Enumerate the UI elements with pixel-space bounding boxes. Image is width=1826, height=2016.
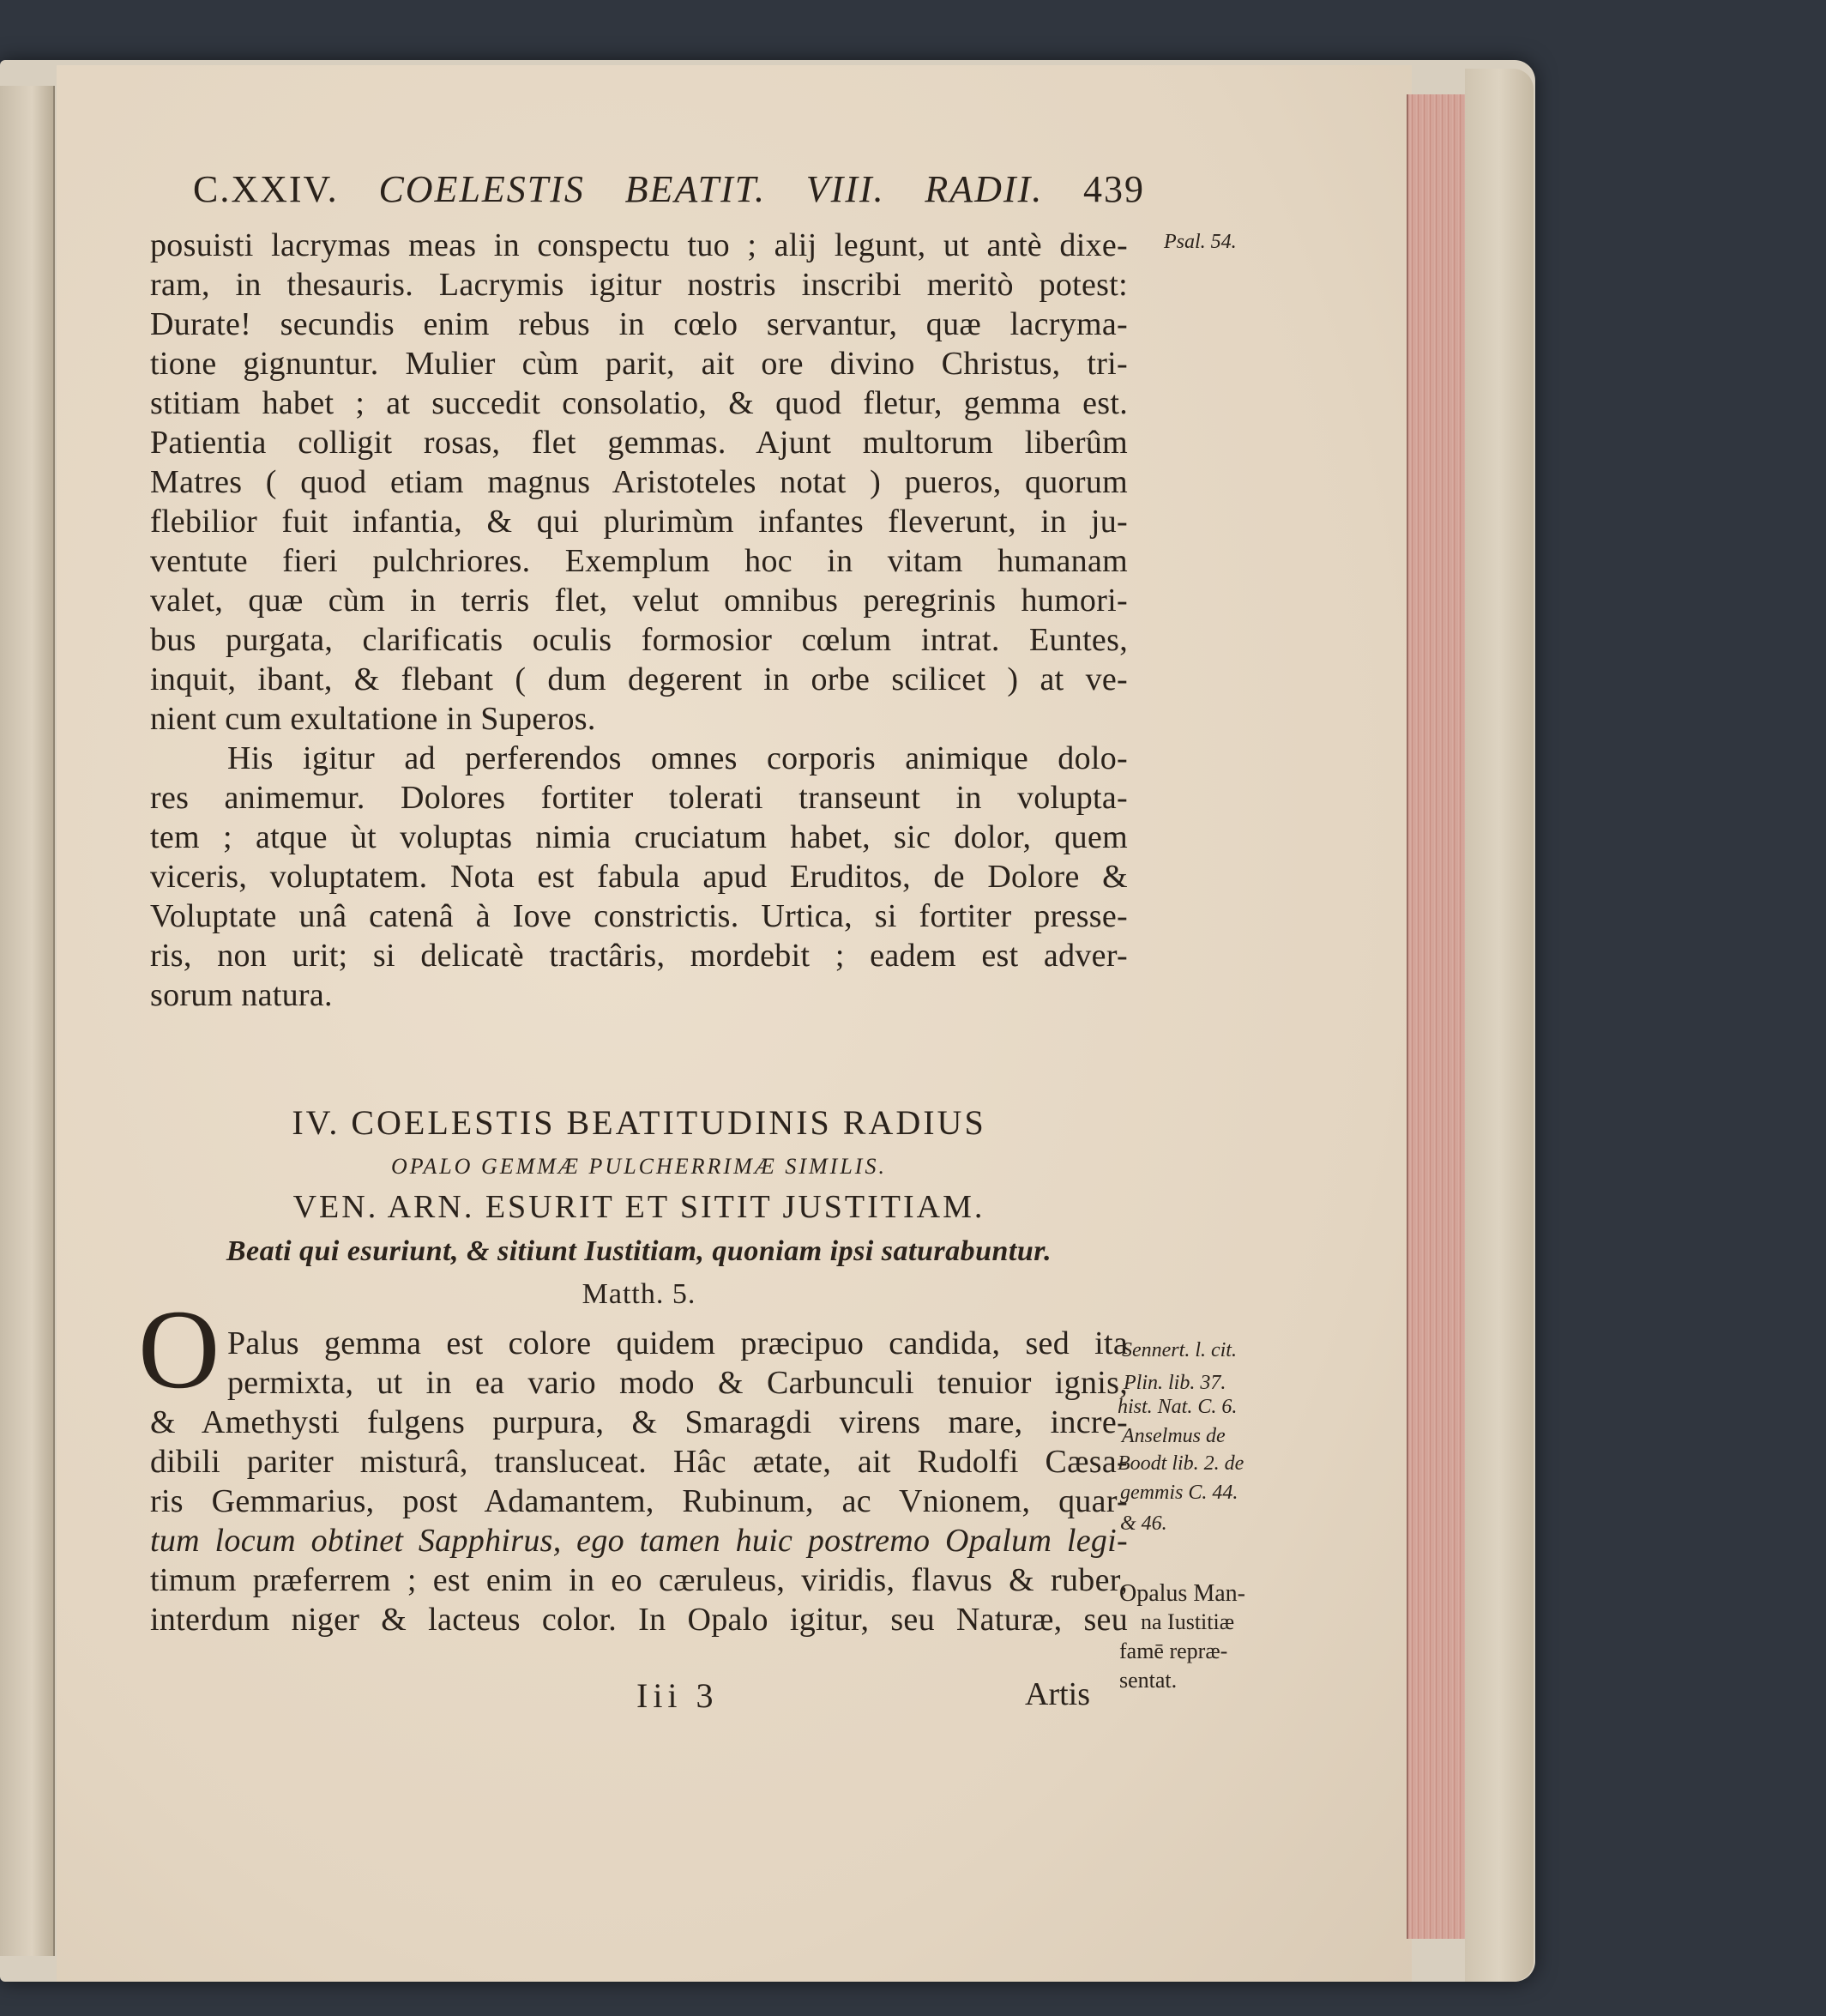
body-line: permixta, ut in ea vario modo & Carbunculi tenuior ignis, — [227, 1365, 1128, 1401]
marginal-note: na Iustitiæ — [1141, 1609, 1235, 1634]
body-line: bus purgata, clarificatis oculis formosior cœlum intrat. Euntes, — [150, 622, 1128, 658]
body-line: viceris, voluptatem. Nota est fabula apud Eruditos, de Dolore & — [150, 859, 1128, 895]
marginal-note: gemmis C. 44. — [1120, 1482, 1238, 1504]
body-line: interdum niger & lacteus color. In Opalo igitur, seu Naturæ, seu — [150, 1602, 1128, 1638]
body-line: ris, non urit; si delicatè tractâris, mordebit ; eadem est adver- — [150, 938, 1128, 974]
marginal-note: sentat. — [1119, 1668, 1178, 1693]
marginal-note: Plin. lib. 37. — [1124, 1372, 1226, 1394]
quote-reference: Matth. 5. — [582, 1278, 696, 1310]
marginal-note: hist. Nat. C. 6. — [1118, 1396, 1238, 1418]
left-page-edge — [0, 86, 55, 1956]
body-line: Voluptate unâ catenâ à Iove constrictis. Urtica, si fortiter presse- — [150, 898, 1128, 934]
body-line: posuisti lacrymas meas in conspectu tuo ; alij legunt, ut antè dixe- — [150, 227, 1128, 263]
body-line: inquit, ibant, & flebant ( dum degerent in orbe scilicet ) at ve- — [150, 661, 1128, 697]
marginal-note: Psal. 54. — [1164, 231, 1237, 253]
body-line: ris Gemmarius, post Adamantem, Rubinum, ac Vnionem, quar- — [150, 1483, 1128, 1519]
marginal-note: famē repræ- — [1119, 1639, 1228, 1663]
body-line: His igitur ad perferendos omnes corporis animique dolo- — [227, 740, 1128, 776]
marginal-note: Opalus Man- — [1119, 1580, 1245, 1607]
body-line: nient cum exultatione in Superos. — [150, 701, 596, 737]
vellum-cover-edge — [1465, 69, 1534, 1982]
body-line: flebilior fuit infantia, & qui plurimùm infantes fleverunt, in ju- — [150, 504, 1128, 540]
header-chapter: C.XXIV. — [193, 168, 339, 210]
body-line: ram, in thesauris. Lacrymis igitur nostris inscribi meritò potest: — [150, 267, 1128, 303]
catchword: Artis — [1025, 1676, 1090, 1712]
body-line: tione gignuntur. Mulier cùm parit, ait ore divino Christus, tri- — [150, 346, 1128, 382]
body-line: tem ; atque ùt voluptas nimia cruciatum habet, sic dolor, quem — [150, 819, 1128, 855]
section-heading: IV. COELESTIS BEATITUDINIS RADIUS — [292, 1103, 986, 1142]
body-line: Matres ( quod etiam magnus Aristoteles notat ) pueros, quorum — [150, 464, 1128, 500]
header-title: COELESTIS BEATIT. VIII. RADII. — [378, 168, 1044, 210]
signature-mark: Iii 3 — [636, 1676, 719, 1715]
running-header — [193, 167, 1145, 219]
body-line: valet, quæ cùm in terris flet, velut omnibus peregrinis humori- — [150, 582, 1128, 619]
drop-capital: O — [138, 1286, 220, 1412]
body-line: stitiam habet ; at succedit consolatio, & quod fletur, gemma est. — [150, 385, 1128, 421]
marginal-note: Sennert. l. cit. — [1122, 1339, 1237, 1361]
body-line: sorum natura. — [150, 977, 333, 1013]
marginal-note: & 46. — [1120, 1512, 1167, 1535]
section-motto: VEN. ARN. ESURIT ET SITIT JUSTITIAM. — [292, 1189, 985, 1225]
body-line: ventute fieri pulchriores. Exemplum hoc in vitam humanam — [150, 543, 1128, 579]
body-line: Palus gemma est colore quidem præcipuo candida, sed ita — [227, 1325, 1128, 1361]
red-page-edges — [1407, 94, 1467, 1939]
page-number: 439 — [1083, 168, 1146, 210]
body-line: & Amethysti fulgens purpura, & Smaragdi virens mare, incre- — [150, 1404, 1128, 1440]
section-subheading: OPALO GEMMÆ PULCHERRIMÆ SIMILIS. — [391, 1154, 887, 1179]
body-line: dibili pariter misturâ, transluceat. Hâc ætate, ait Rudolfi Cæsa- — [150, 1444, 1128, 1480]
marginal-note: Anselmus de — [1122, 1425, 1226, 1447]
body-line: Durate! secundis enim rebus in cœlo servantur, quæ lacryma- — [150, 306, 1128, 342]
body-line: tum locum obtinet Sapphirus, ego tamen huic postremo Opalum legi- — [150, 1523, 1128, 1559]
body-line: timum præferrem ; est enim in eo cæruleus, viridis, flavus & ruber, — [150, 1562, 1128, 1598]
marginal-note: Boodt lib. 2. de — [1118, 1452, 1244, 1475]
body-line: Patientia colligit rosas, flet gemmas. Ajunt multorum liberûm — [150, 425, 1128, 461]
beatitude-quote: Beati qui esuriunt, & sitiunt Iustitiam, quoniam ipsi saturabuntur. — [226, 1235, 1052, 1267]
body-line: res animemur. Dolores fortiter tolerati transeunt in volupta- — [150, 780, 1128, 816]
